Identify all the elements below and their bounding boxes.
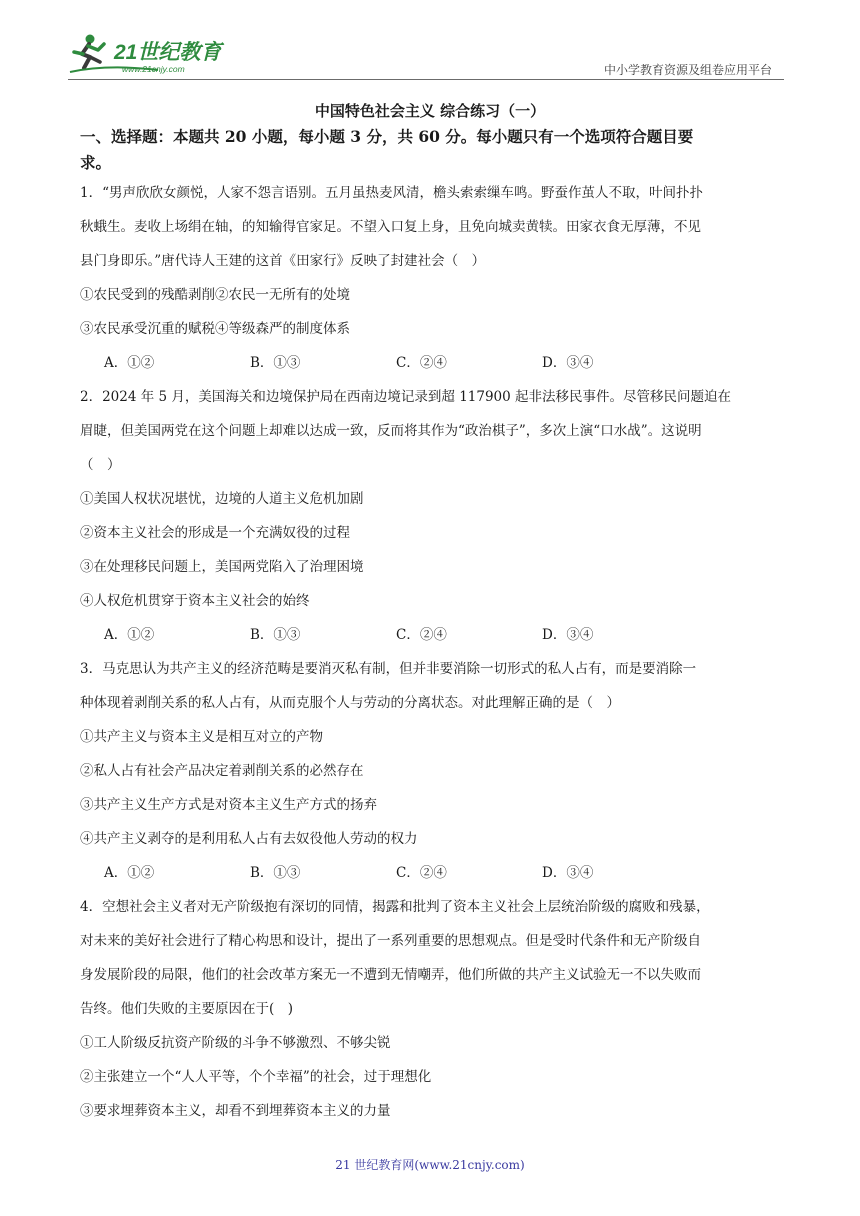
question-1-statement: ③农民承受沉重的赋税④等级森严的制度体系 bbox=[80, 321, 350, 337]
exam-content bbox=[80, 98, 780, 1128]
question-3-stem-line: 种体现着剥削关系的私人占有，从而克服个人与劳动的分离状态。对此理解正确的是（ ） bbox=[80, 695, 620, 711]
question-3-options bbox=[80, 856, 780, 890]
question-4-stem-line: 4．空想社会主义者对无产阶级抱有深切的同情，揭露和批判了资本主义社会上层统治阶级的腐败和残暴， bbox=[80, 899, 710, 915]
question-3 bbox=[80, 652, 780, 890]
option-a[interactable]: A．①② bbox=[104, 355, 155, 371]
question-2-statement: ④人权危机贯穿于资本主义社会的始终 bbox=[80, 593, 310, 609]
question-4-stem-line: 对未来的美好社会进行了精心构思和设计，提出了一系列重要的思想观点。但是受时代条件和无产阶级自 bbox=[80, 933, 701, 949]
question-1-stem-line: 1．“男声欣欣女颜悦，人家不怨言语别。五月虽热麦风清，檐头索索缫车鸣。野蚕作茧人不取，叶间扑扑 bbox=[80, 185, 703, 201]
question-2-statement: ③在处理移民问题上，美国两党陷入了治理困境 bbox=[80, 559, 364, 575]
question-3-statement: ②私人占有社会产品决定着剥削关系的必然存在 bbox=[80, 763, 364, 779]
question-3-statement: ③共产主义生产方式是对资本主义生产方式的扬弃 bbox=[80, 797, 377, 813]
question-1-stem-line: 秋蛾生。麦收上场绢在轴，的知输得官家足。不望入口复上身，且免向城卖黄犊。田家衣食无厚薄，不见 bbox=[80, 219, 701, 235]
question-4-statement: ①工人阶级反抗资产阶级的斗争不够激烈、不够尖锐 bbox=[80, 1035, 391, 1051]
option-a[interactable]: A．①② bbox=[104, 627, 155, 643]
question-2-options bbox=[80, 618, 780, 652]
site-logo bbox=[68, 32, 236, 76]
question-1-options bbox=[80, 346, 780, 380]
option-b[interactable]: B．①③ bbox=[250, 355, 301, 371]
question-1 bbox=[80, 176, 780, 380]
question-1-stem-line: 县门身即乐。”唐代诗人王建的这首《田家行》反映了封建社会（ ） bbox=[80, 253, 486, 269]
question-4-statement: ③要求埋葬资本主义，却看不到埋葬资本主义的力量 bbox=[80, 1103, 391, 1119]
option-c[interactable]: C．②④ bbox=[396, 865, 447, 881]
question-2-statement: ①美国人权状况堪忧，边境的人道主义危机加剧 bbox=[80, 491, 364, 507]
question-1-statement: ①农民受到的残酷剥削②农民一无所有的处境 bbox=[80, 287, 350, 303]
question-2 bbox=[80, 380, 780, 652]
question-2-statement: ②资本主义社会的形成是一个充满奴役的过程 bbox=[80, 525, 350, 541]
option-d[interactable]: D．③④ bbox=[542, 865, 594, 881]
question-4-stem-line: 告终。他们失败的主要原因在于( ) bbox=[80, 1001, 294, 1017]
question-3-statement: ①共产主义与资本主义是相互对立的产物 bbox=[80, 729, 323, 745]
option-d[interactable]: D．③④ bbox=[542, 627, 594, 643]
page-header bbox=[68, 28, 784, 80]
platform-tagline: 中小学教育资源及组卷应用平台 bbox=[603, 63, 772, 77]
logo-wordmark: 21世纪教育 bbox=[114, 41, 222, 64]
question-2-stem-line: （ ） bbox=[80, 457, 121, 473]
option-b[interactable]: B．①③ bbox=[250, 865, 301, 881]
page-title: 中国特色社会主义 综合练习（一） bbox=[314, 102, 546, 120]
page-footer[interactable]: 21 世纪教育网(www.21cnjy.com) bbox=[335, 1158, 525, 1172]
logo-url: www.21cnjy.com bbox=[122, 64, 185, 74]
option-d[interactable]: D．③④ bbox=[542, 355, 594, 371]
question-4 bbox=[80, 890, 780, 1128]
header-divider bbox=[68, 79, 784, 80]
option-a[interactable]: A．①② bbox=[104, 865, 155, 881]
option-c[interactable]: C．②④ bbox=[396, 627, 447, 643]
question-2-stem-line: 眉睫，但美国两党在这个问题上却难以达成一致，反而将其作为“政治棋子”，多次上演“口水战”。这说明 bbox=[80, 423, 702, 439]
question-2-stem-line: 2．2024 年 5 月，美国海关和边境保护局在西南边境记录到超 117900 起非法移民事件。尽管移民问题迫在 bbox=[80, 389, 732, 405]
question-4-stem-line: 身发展阶段的局限，他们的社会改革方案无一不遭到无情嘲弄，他们所做的共产主义试验无一不以失败而 bbox=[80, 967, 701, 983]
question-4-statement: ②主张建立一个“人人平等，个个幸福”的社会，过于理想化 bbox=[80, 1069, 432, 1085]
question-3-stem-line: 3．马克思认为共产主义的经济范畴是要消灭私有制，但并非要消除一切形式的私人占有，而是要消除一 bbox=[80, 661, 697, 677]
question-3-statement: ④共产主义剥夺的是利用私人占有去奴役他人劳动的权力 bbox=[80, 831, 418, 847]
option-c[interactable]: C．②④ bbox=[396, 355, 447, 371]
option-b[interactable]: B．①③ bbox=[250, 627, 301, 643]
section-heading-line-1: 一、选择题：本题共 20 小题，每小题 3 分，共 60 分。每小题只有一个选项符合题目要 bbox=[80, 127, 694, 146]
section-heading-line-2: 求。 bbox=[80, 153, 112, 172]
